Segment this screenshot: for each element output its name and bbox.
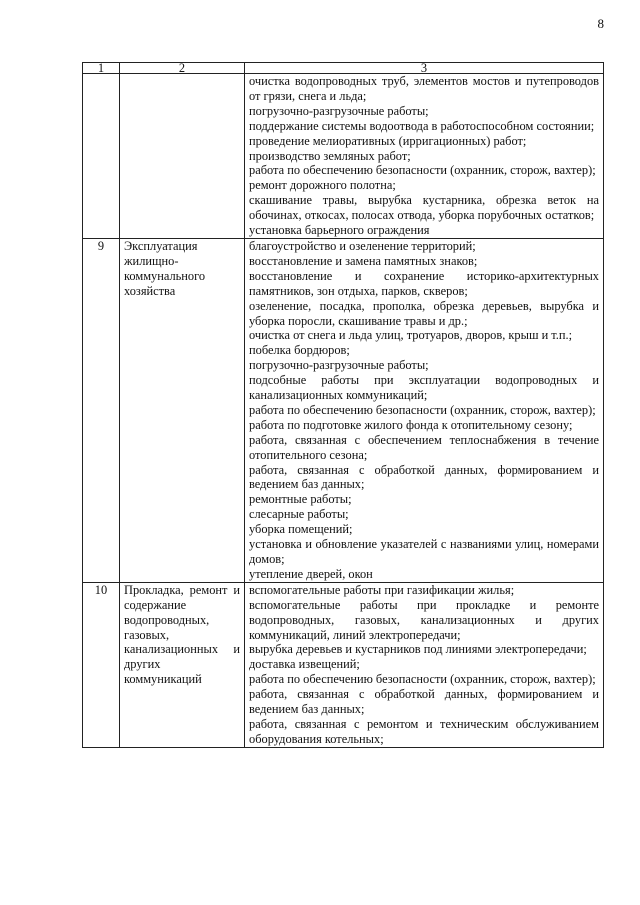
work-item: слесарные работы; (249, 507, 349, 522)
work-item: вспомогательные работы при прокладке и ремонте водопроводных, газовых, канализационных и других коммуникаций, линий электропередачи; (249, 597, 599, 642)
work-item: благоустройство и озеленение территорий; (249, 238, 476, 253)
table-header-row (83, 63, 604, 74)
work-item: погрузочно-разгрузочные работы; (249, 358, 429, 373)
work-item: вспомогательные работы при газификации жилья; (249, 582, 515, 597)
work-item: работа по обеспечению безопасности (охранник, сторож, вахтер); (249, 672, 596, 687)
work-item: доставка извещений; (249, 657, 360, 672)
work-item: ремонт дорожного полотна; (249, 178, 396, 193)
works-list (245, 238, 604, 582)
work-item: работа, связанная с ремонтом и техническим обслуживанием оборудования котельных; (249, 716, 599, 746)
work-item: установка барьерного ограждения (249, 223, 430, 238)
work-item: работа по обеспечению безопасности (охранник, сторож, вахтер); (249, 163, 596, 178)
work-item: восстановление и замена памятных знаков; (249, 253, 478, 268)
work-item: работа, связанная с обработкой данных, формированием и ведением баз данных; (249, 687, 599, 717)
work-item: поддержание системы водоотвода в работоспособном состоянии; (249, 118, 595, 133)
work-item: производство земляных работ; (249, 148, 411, 163)
work-item: вырубка деревьев и кустарников под линиями электропередачи; (249, 642, 587, 657)
work-item: скашивание травы, вырубка кустарника, обрезка веток на обочинах, откосах, полосах отвода, уборка порубочных остатков; (249, 193, 599, 223)
column-header-1: 1 (83, 63, 120, 74)
activity-name: Эксплуатация жилищно-коммунального хозяйства (120, 238, 245, 582)
work-item: очистка водопроводных труб, элементов мостов и путепроводов от грязи, снега и льда; (249, 74, 599, 103)
works-list (245, 582, 604, 747)
row-number (83, 74, 120, 239)
works-list (245, 74, 604, 239)
work-item: проведение мелиоративных (ирригационных) работ; (249, 133, 527, 148)
work-item: утепление дверей, окон (249, 566, 373, 581)
work-item: погрузочно-разгрузочные работы; (249, 103, 429, 118)
work-item: уборка помещений; (249, 522, 353, 537)
table-row (83, 238, 604, 582)
page-number: 8 (597, 16, 604, 31)
work-item: ремонтные работы; (249, 492, 352, 507)
work-item: восстановление и сохранение историко-архитектурных памятников, зон отдыха, парков, скверов; (249, 268, 599, 298)
work-item: озеленение, посадка, прополка, обрезка деревьев, вырубка и уборка поросли, скашивание травы и др.; (249, 298, 599, 328)
activity-name: Прокладка, ремонт и содержание водопроводных, газовых, канализационных и других коммуникаций (120, 582, 245, 747)
activity-name (120, 74, 245, 239)
table-row (83, 582, 604, 747)
row-number: 9 (83, 238, 120, 582)
works-table (82, 62, 604, 748)
work-item: работа по подготовке жилого фонда к отопительному сезону; (249, 417, 573, 432)
work-item: очистка от снега и льда улиц, тротуаров, дворов, крыш и т.п.; (249, 328, 573, 343)
work-item: работа по обеспечению безопасности (охранник, сторож, вахтер); (249, 402, 596, 417)
work-item: побелка бордюров; (249, 343, 350, 358)
work-item: подсобные работы при эксплуатации водопроводных и канализационных коммуникаций; (249, 373, 599, 403)
column-header-3: 3 (245, 63, 604, 74)
column-header-2: 2 (120, 63, 245, 74)
work-item: работа, связанная с обработкой данных, формированием и ведением баз данных; (249, 462, 599, 492)
work-item: работа, связанная с обеспечением теплоснабжения в течение отопительного сезона; (249, 432, 599, 462)
row-number: 10 (83, 582, 120, 747)
work-item: установка и обновление указателей с названиями улиц, номерами домов; (249, 537, 599, 566)
table-row (83, 74, 604, 239)
